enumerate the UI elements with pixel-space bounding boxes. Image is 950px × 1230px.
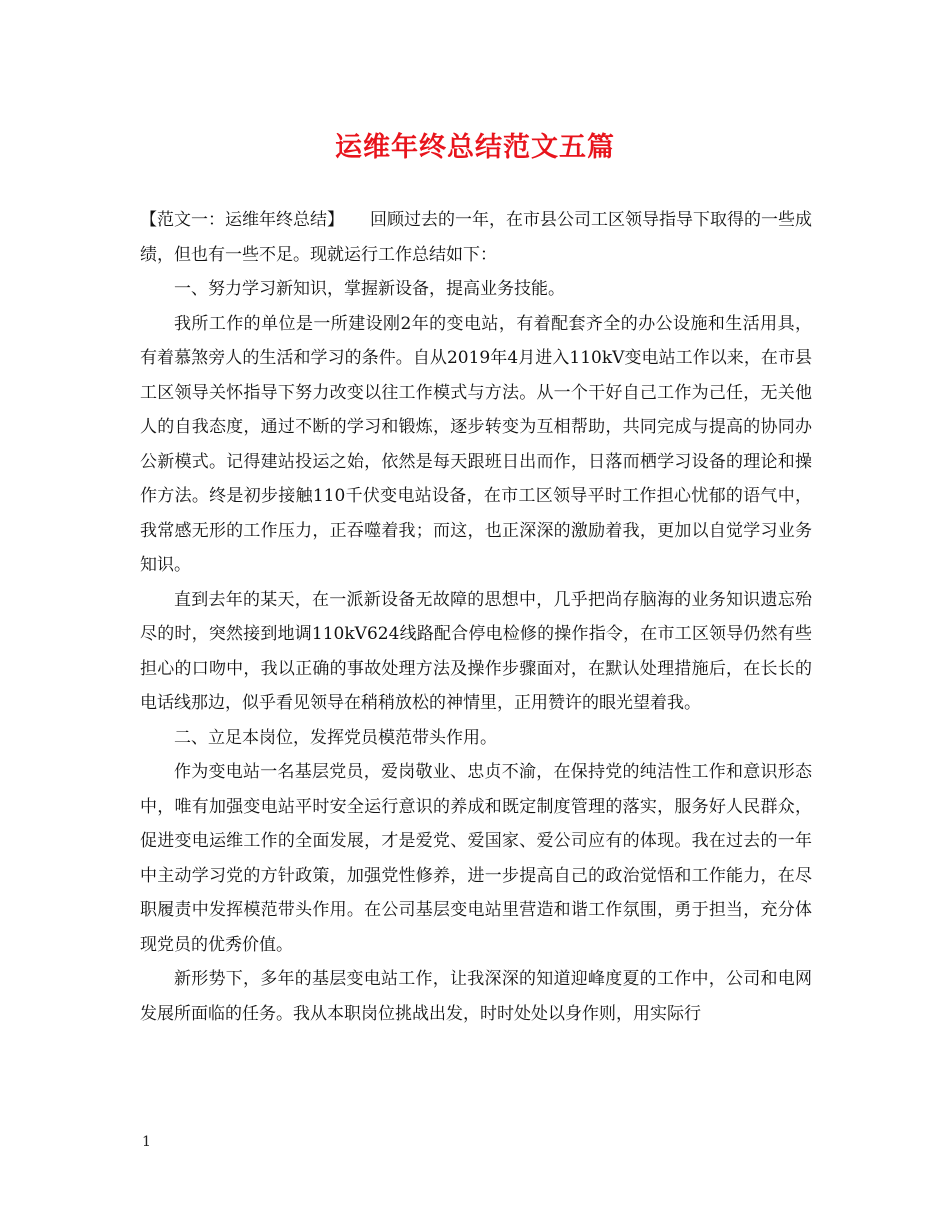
paragraph-intro	[140, 203, 812, 272]
section-lead-label: 【范文一：运维年终总结】	[140, 210, 344, 230]
paragraph: 我所工作的单位是一所建设刚2年的变电站，有着配套齐全的办公设施和生活用具，有着慕煞旁人的生活和学习的条件。自从2019年4月进入110kV变电站工作以来，在市县工区领导关怀指导下努力改变以往工作模式与方法。从一个干好自己工作为己任，无关他人的自我态度，通过不断的学习和锻炼，逐步转变为互相帮助，共同完成与提高的协同办公新模式。记得建站投运之始，依然是每天跟班日出而作，日落而栖学习设备的理论和操作方法。终是初步接触110千伏变电站设备，在市工区领导平时工作担心忧郁的语气中，我常感无形的工作压力，正吞噬着我；而这，也正深深的激励着我，更加以自觉学习业务知识。	[140, 313, 812, 575]
page-number: 1	[142, 1134, 151, 1150]
paragraph: 新形势下，多年的基层变电站工作，让我深深的知道迎峰度夏的工作中，公司和电网发展所面临的任务。我从本职岗位挑战出发，时时处处以身作则，用实际行	[140, 969, 812, 1024]
section-heading-1: 一、努力学习新知识，掌握新设备，提高业务技能。	[174, 279, 565, 299]
paragraph: 直到去年的某天，在一派新设备无故障的思想中，几乎把尚存脑海的业务知识遗忘殆尽的时，突然接到地调110kV624线路配合停电检修的操作指令，在市工区领导仍然有些担心的口吻中，我以正确的事故处理方法及操作步骤面对，在默认处理措施后，在长长的电话线那边，似乎看见领导在稍稍放松的神情里，正用赞许的眼光望着我。	[140, 589, 812, 713]
document-title: 运维年终总结范文五篇	[335, 132, 615, 163]
paragraph-intro-text: 回顾过去的一年，在市县公司工区领导指导下取得的一些成绩，但也有一些不足。现就运行工作总结如下：	[140, 210, 812, 265]
paragraph: 作为变电站一名基层党员，爱岗敬业、忠贞不渝，在保持党的纯洁性工作和意识形态中，唯有加强变电站平时安全运行意识的养成和既定制度管理的落实，服务好人民群众，促进变电运维工作的全面发展，才是爱党、爱国家、爱公司应有的体现。我在过去的一年中主动学习党的方针政策，加强党性修养，进一步提高自己的政治觉悟和工作能力，在尽职履责中发挥模范带头作用。在公司基层变电站里营造和谐工作氛围，勇于担当，充分体现党员的优秀价值。	[140, 762, 812, 955]
section-heading-2: 二、立足本岗位，发挥党员模范带头作用。	[174, 727, 497, 748]
document-body	[140, 203, 812, 1031]
